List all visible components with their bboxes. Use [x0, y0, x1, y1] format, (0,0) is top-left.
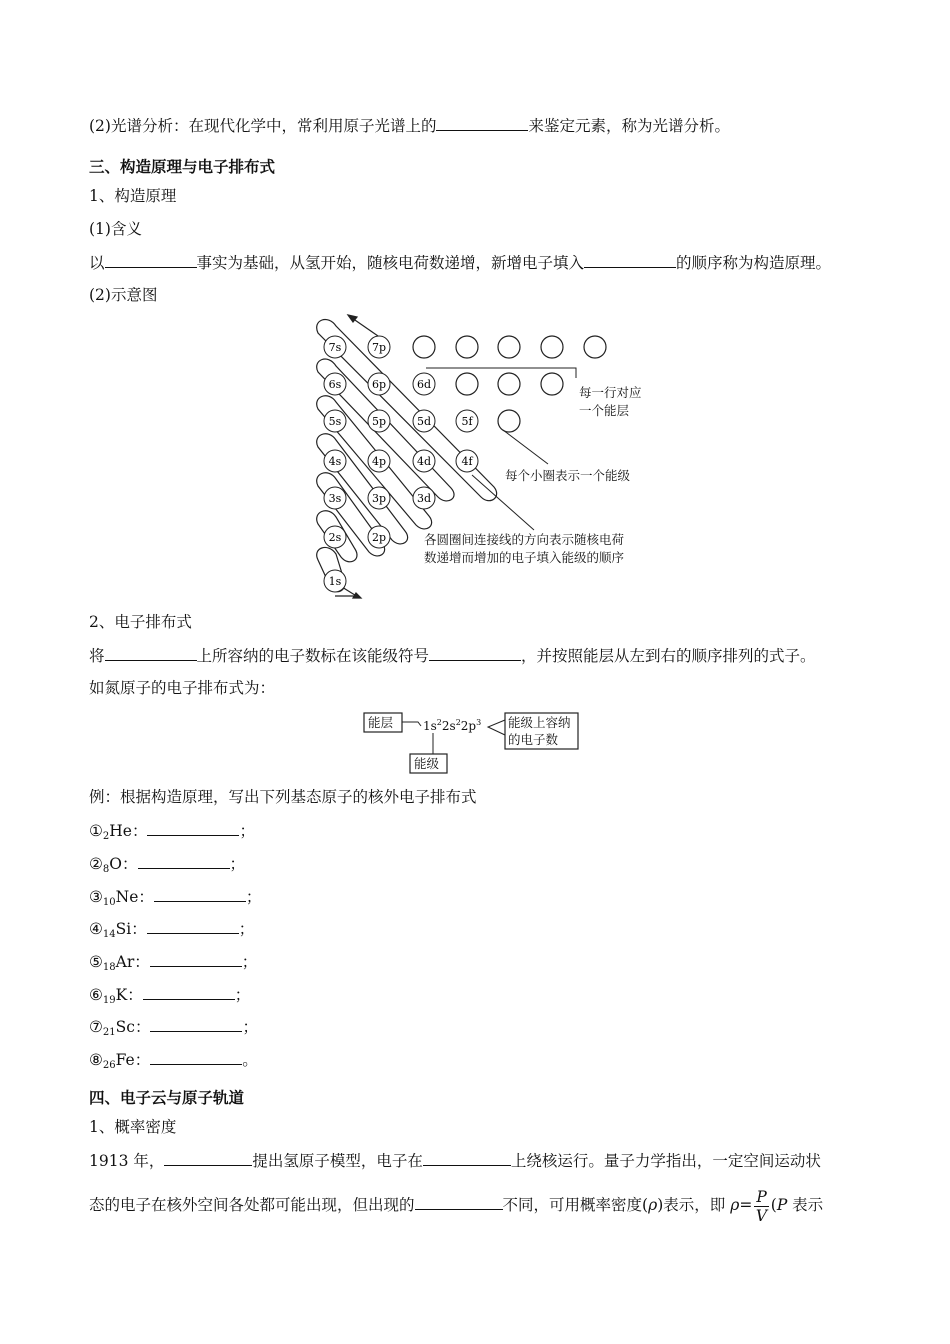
- section-heading-3: 三、构造原理与电子排布式: [89, 157, 276, 176]
- svg-text:4p: 4p: [371, 455, 387, 468]
- svg-text:6p: 6p: [371, 378, 387, 391]
- note-row-2: 一个能层: [579, 403, 630, 418]
- empty-orbital-circle: [498, 373, 520, 395]
- example-item: $⑥_{19}K$： ；: [89, 983, 250, 1006]
- svg-text:5p: 5p: [371, 415, 387, 428]
- note-row-1: 每一行对应: [579, 385, 642, 400]
- orbital-circle: [368, 410, 390, 432]
- subheading-probability: 1、概率密度: [89, 1118, 177, 1136]
- example-item: $⑧_{26}Fe$： 。: [89, 1048, 258, 1071]
- empty-orbital-circle: [456, 336, 478, 358]
- fill-blank[interactable]: [164, 1149, 252, 1166]
- example-item: $①_2He$： ；: [89, 819, 255, 842]
- example-item: $②_8O$： ；: [89, 852, 245, 875]
- empty-orbital-circle: [498, 336, 520, 358]
- pointer-line: [488, 720, 505, 735]
- fill-blank[interactable]: [105, 644, 197, 661]
- fill-blank[interactable]: [584, 251, 676, 268]
- note-line-2: 数递增而增加的电子填入能级的顺序: [424, 550, 625, 565]
- arrow-head: [353, 593, 361, 598]
- fill-blank[interactable]: [154, 885, 246, 902]
- fill-blank[interactable]: [150, 1015, 242, 1032]
- orbital-circle: [413, 487, 435, 509]
- orbital-circle: [413, 450, 435, 472]
- label-count-1: 能级上容纳: [508, 715, 571, 730]
- label-layer: 能层: [368, 715, 394, 730]
- fill-blank[interactable]: [147, 819, 239, 836]
- item-meaning: (1)含义: [89, 220, 142, 238]
- orbital-circle: [413, 373, 435, 395]
- orbital-circle: [324, 450, 346, 472]
- pointer-line: [402, 722, 421, 726]
- example-item: $⑤_{18}Ar$： ；: [89, 950, 257, 973]
- empty-orbital-circle: [584, 336, 606, 358]
- orbital-circle: [324, 526, 346, 548]
- svg-text:6s: 6s: [328, 378, 342, 391]
- fill-blank[interactable]: [429, 644, 521, 661]
- density-fraction: $\frac{P}{V}$: [755, 1187, 768, 1225]
- fill-blank[interactable]: [147, 917, 239, 934]
- fill-blank[interactable]: [105, 251, 197, 268]
- config-figure: [360, 708, 585, 776]
- note-circle: 每个小圈表示一个能级: [505, 468, 631, 483]
- orbital-circle: [324, 373, 346, 395]
- orbital-circle: [368, 373, 390, 395]
- svg-text:2s: 2s: [328, 531, 342, 544]
- annotation-line: [503, 430, 548, 464]
- example-item: $③_{10}Ne$： ；: [89, 885, 261, 908]
- paragraph-line-2: 态的电子在核外空间各处都可能出现，但出现的 不同，可用概率密度(ρ)表示，即 ρ= $\frac{P}{V}$ (P 表示: [89, 1187, 824, 1225]
- orbital-circle: [368, 487, 390, 509]
- svg-text:5s: 5s: [328, 415, 342, 428]
- note-line-1: 各圆圈间连接线的方向表示随核电荷: [424, 532, 625, 547]
- arrow-line: [352, 318, 378, 336]
- orbital-circle: [368, 336, 390, 358]
- orbital-circle: [413, 410, 435, 432]
- empty-orbital-circle: [498, 410, 520, 432]
- label-count-2: 的电子数: [508, 732, 559, 747]
- section-heading-4: 四、电子云与原子轨道: [89, 1088, 245, 1107]
- example-intro: 例：根据构造原理，写出下列基态原子的核外电子排布式: [89, 788, 477, 806]
- fill-blank[interactable]: [150, 950, 242, 967]
- orbital-circle: [456, 450, 478, 472]
- empty-orbital-circle: [456, 373, 478, 395]
- orbital-circle: [324, 487, 346, 509]
- svg-text:6d: 6d: [416, 378, 432, 391]
- svg-text:2p: 2p: [371, 531, 387, 544]
- svg-text:5d: 5d: [416, 415, 432, 428]
- orbital-circle: [368, 526, 390, 548]
- subheading-aufbau: 1、构造原理: [89, 187, 177, 205]
- orbital-circle: [324, 410, 346, 432]
- nitrogen-intro: 如氮原子的电子排布式为：: [89, 679, 276, 697]
- empty-orbital-circle: [541, 373, 563, 395]
- svg-text:7p: 7p: [371, 341, 387, 354]
- nitrogen-formula: $1s^22s^22p^3$: [423, 718, 482, 733]
- svg-text:3p: 3p: [371, 492, 387, 505]
- svg-text:3d: 3d: [416, 492, 432, 505]
- fill-blank[interactable]: [150, 1048, 242, 1065]
- meaning-line: 以 事实为基础，从氢开始，随核电荷数递增，新增电子填入 的顺序称为构造原理。: [89, 251, 831, 274]
- svg-text:4s: 4s: [328, 455, 342, 468]
- example-item: $⑦_{21}Sc$： ；: [89, 1015, 258, 1038]
- empty-orbital-circle: [413, 336, 435, 358]
- svg-text:1s: 1s: [328, 575, 342, 588]
- subheading-config: 2、电子排布式: [89, 613, 192, 631]
- example-item: $④_{14}Si$： ；: [89, 917, 254, 940]
- config-definition-line: 将 上所容纳的电子数标在该能级符号 ，并按照能层从左到右的顺序排列的式子。: [89, 644, 816, 667]
- orbital-circle: [456, 410, 478, 432]
- svg-text:7s: 7s: [328, 341, 342, 354]
- empty-orbital-circle: [541, 336, 563, 358]
- svg-text:3s: 3s: [328, 492, 342, 505]
- orbital-circle: [368, 450, 390, 472]
- orbital-circle: [324, 570, 346, 592]
- spectral-analysis-line: (2)光谱分析：在现代化学中，常利用原子光谱上的 来鉴定元素，称为光谱分析。: [89, 114, 730, 137]
- fill-blank[interactable]: [143, 983, 235, 1000]
- svg-text:5f: 5f: [461, 415, 473, 428]
- fill-blank[interactable]: [138, 852, 230, 869]
- fill-blank[interactable]: [423, 1149, 511, 1166]
- fill-blank[interactable]: [415, 1193, 503, 1210]
- aufbau-diagram: [300, 310, 660, 602]
- annotation-line: [472, 475, 534, 530]
- item-diagram: (2)示意图: [89, 286, 158, 304]
- fill-blank[interactable]: [436, 114, 528, 131]
- svg-text:4d: 4d: [416, 455, 432, 468]
- label-level: 能级: [414, 756, 440, 771]
- orbital-circle: [324, 336, 346, 358]
- paragraph-line-1: 1913 年， 提出氢原子模型，电子在 上绕核运行。量子力学指出，一定空间运动状: [89, 1149, 821, 1172]
- svg-text:4f: 4f: [461, 455, 473, 468]
